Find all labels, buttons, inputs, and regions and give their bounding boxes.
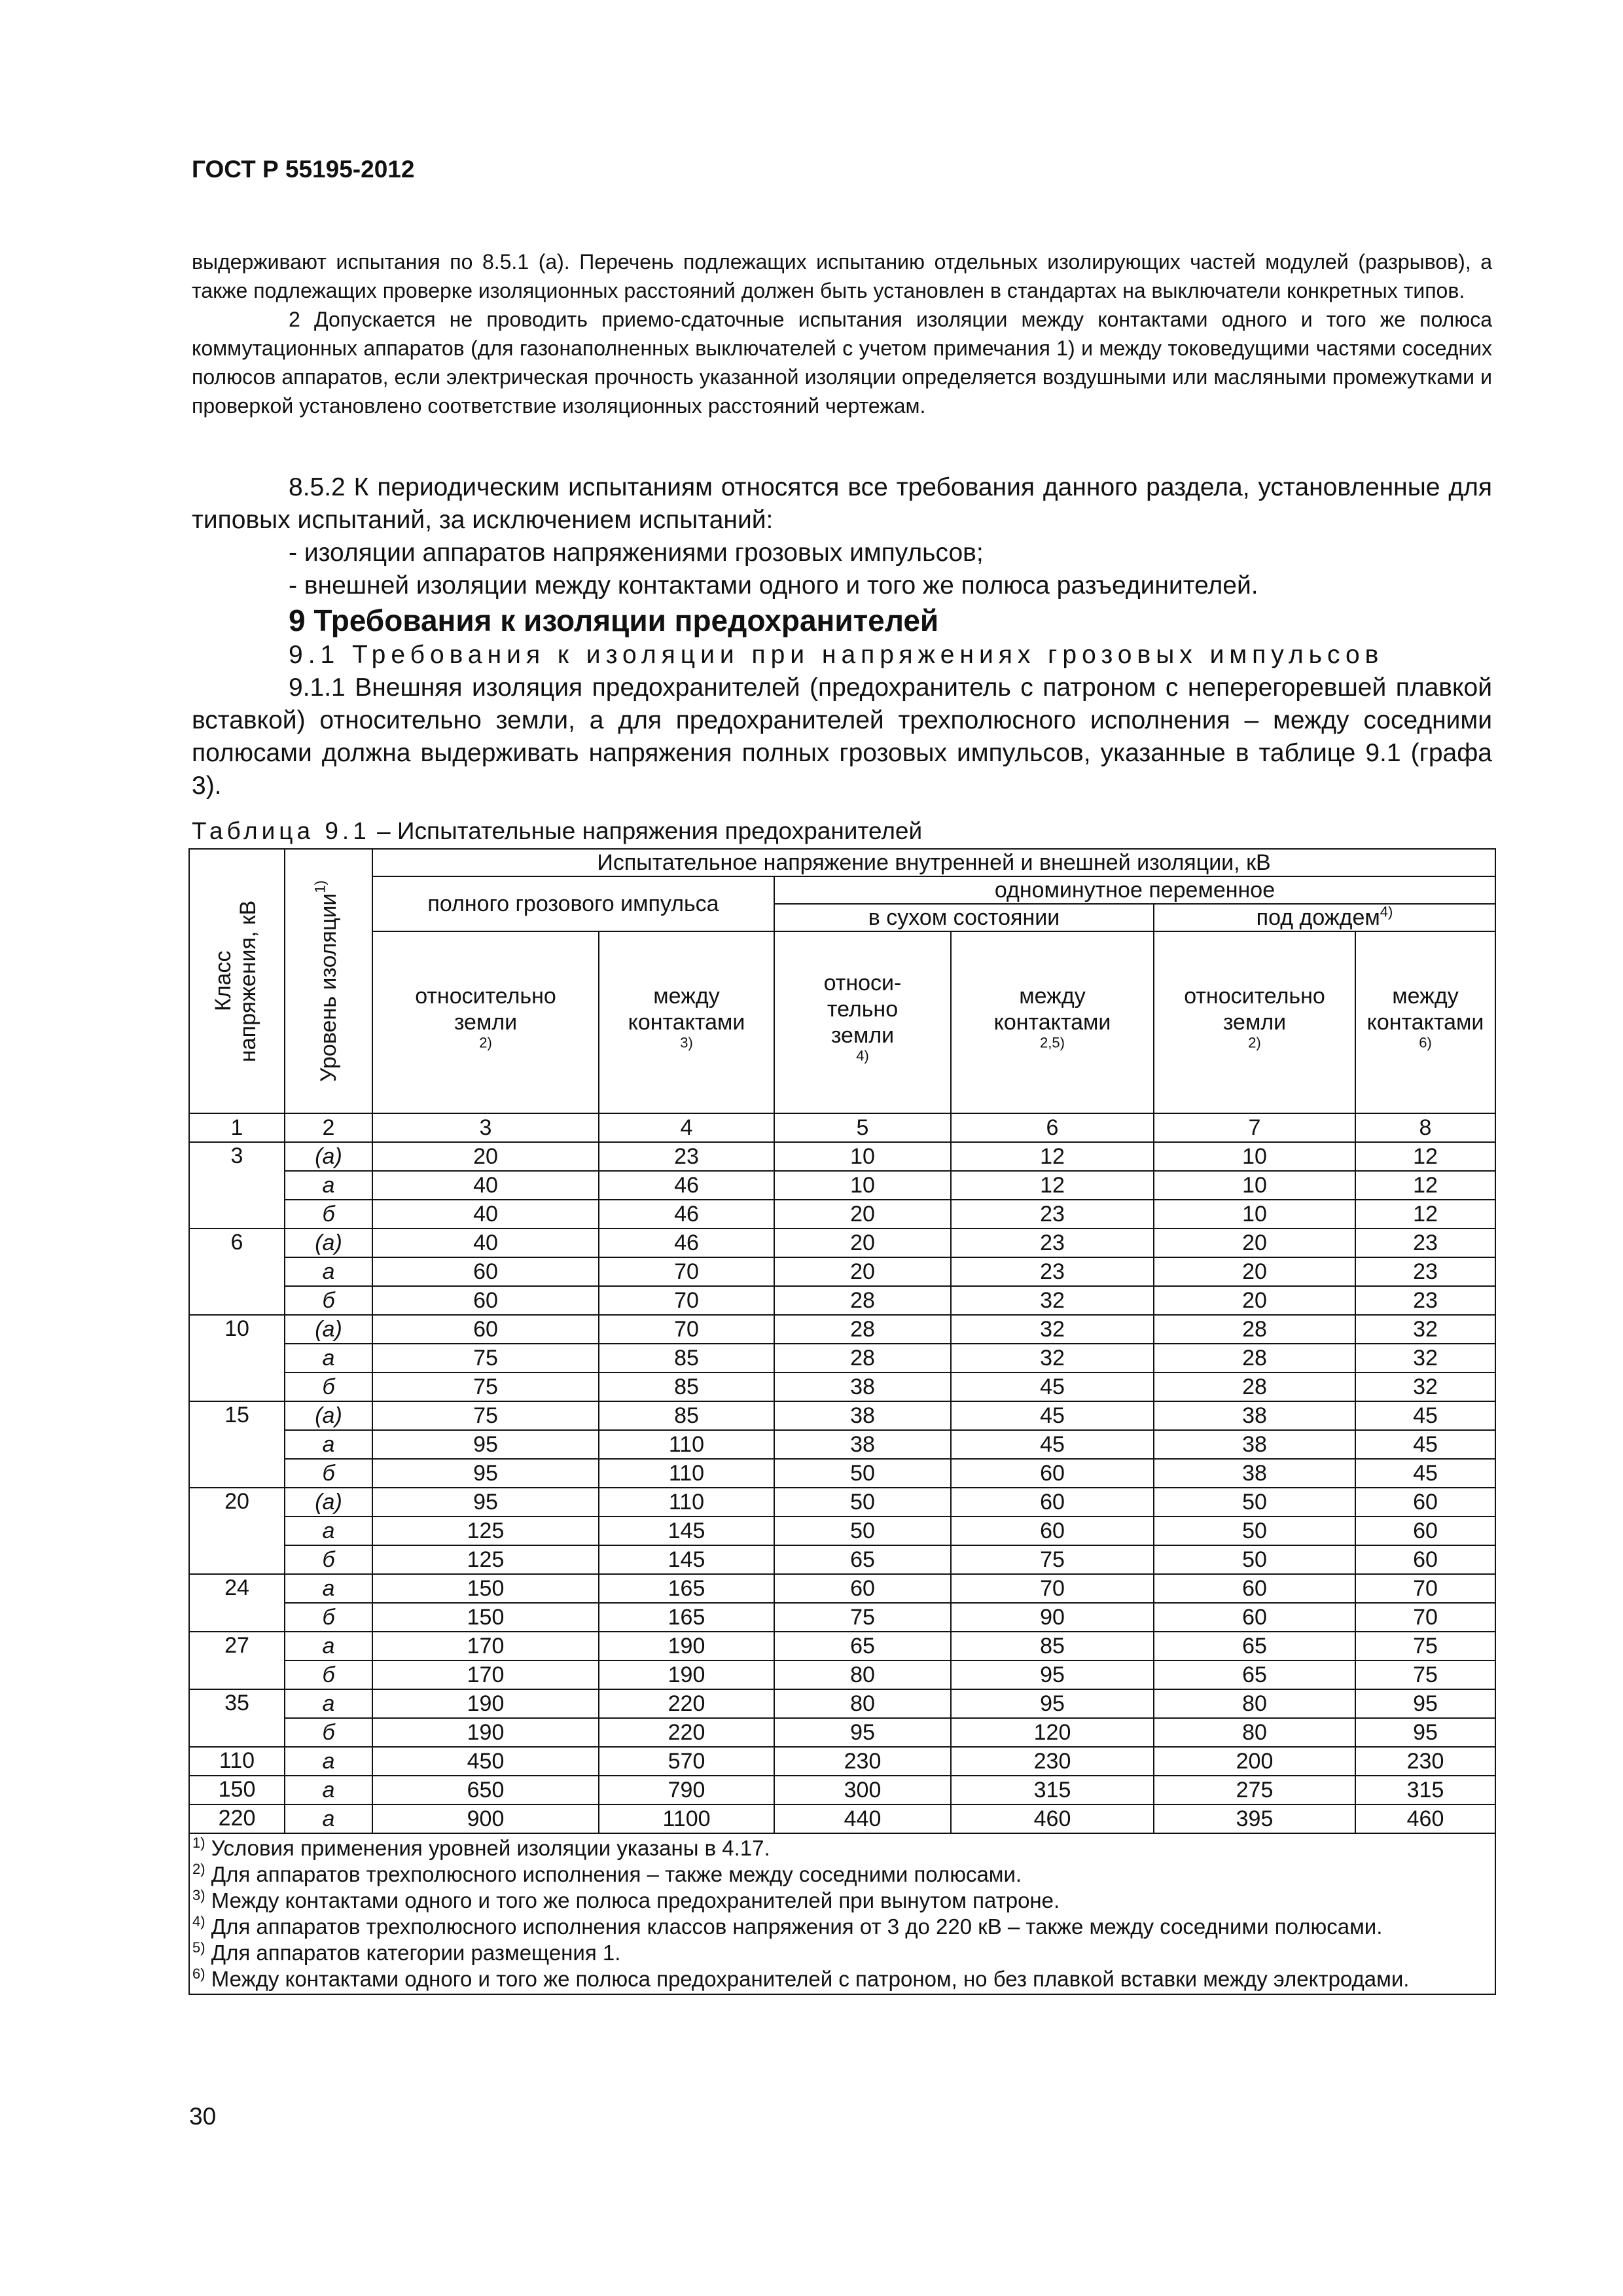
- table-row: [189, 1459, 1495, 1488]
- footnote-text: Для аппаратов трехполюсного исполнения классов напряжения от 3 до 220 кВ – также между соседними полюсами.: [205, 1914, 1383, 1939]
- table-row: [189, 1689, 1495, 1718]
- insulation-level-cell: (а): [285, 1315, 372, 1344]
- footnote-marker: 1): [192, 1835, 205, 1851]
- voltage-class-cell: [189, 1459, 285, 1488]
- value-cell: 60: [1355, 1488, 1495, 1516]
- value-cell: 10: [774, 1171, 951, 1200]
- value-cell: 38: [774, 1430, 951, 1459]
- insulation-level-cell: (а): [285, 1488, 372, 1516]
- header-test-voltage: Испытательное напряжение внутренней и внешней изоляции, кВ: [372, 849, 1495, 876]
- voltage-class-cell: 35: [189, 1689, 285, 1718]
- value-cell: 28: [774, 1315, 951, 1344]
- value-cell: 23: [599, 1142, 774, 1171]
- main-text-block: [192, 471, 1492, 802]
- voltage-class-cell: [189, 1344, 285, 1372]
- value-cell: 95: [1355, 1689, 1495, 1718]
- value-cell: 10: [1154, 1171, 1355, 1200]
- value-cell: 20: [774, 1229, 951, 1257]
- footnote-text: Условия применения уровней изоляции указаны в 4.17.: [205, 1836, 770, 1860]
- value-cell: 75: [1355, 1660, 1495, 1689]
- table-row: [189, 1545, 1495, 1574]
- value-cell: 40: [372, 1200, 599, 1229]
- column-number: 2: [285, 1113, 372, 1142]
- insulation-level-cell: б: [285, 1286, 372, 1315]
- value-cell: 70: [599, 1257, 774, 1286]
- voltage-class-cell: [189, 1430, 285, 1459]
- value-cell: 95: [372, 1459, 599, 1488]
- value-cell: 40: [372, 1229, 599, 1257]
- value-cell: 110: [599, 1459, 774, 1488]
- table-row: [189, 1401, 1495, 1430]
- footnote: [192, 1835, 1492, 1861]
- value-cell: 75: [372, 1401, 599, 1430]
- insulation-level-cell: б: [285, 1718, 372, 1747]
- value-cell: 460: [1355, 1804, 1495, 1833]
- value-cell: 440: [774, 1804, 951, 1833]
- value-cell: 40: [372, 1171, 599, 1200]
- value-cell: 32: [1355, 1344, 1495, 1372]
- value-cell: 300: [774, 1776, 951, 1804]
- header-col4: между контактами $^{3)}$: [599, 931, 774, 1113]
- footnote-text: Для аппаратов трехполюсного исполнения – также между соседними полюсами.: [205, 1862, 1022, 1886]
- insulation-level-cell: (а): [285, 1401, 372, 1430]
- value-cell: 315: [951, 1776, 1154, 1804]
- value-cell: 790: [599, 1776, 774, 1804]
- header-col7: относительно земли $^{2)}$: [1154, 931, 1355, 1113]
- value-cell: 190: [372, 1718, 599, 1747]
- value-cell: 60: [1154, 1603, 1355, 1632]
- voltage-class-cell: [189, 1516, 285, 1545]
- value-cell: 60: [372, 1315, 599, 1344]
- header-one-minute-ac: одноминутное переменное: [774, 876, 1495, 904]
- value-cell: 70: [599, 1286, 774, 1315]
- value-cell: 60: [1355, 1545, 1495, 1574]
- value-cell: 150: [372, 1603, 599, 1632]
- value-cell: 95: [372, 1488, 599, 1516]
- value-cell: 50: [1154, 1516, 1355, 1545]
- header-dry: в сухом состоянии: [774, 904, 1154, 931]
- voltage-class-cell: 3: [189, 1142, 285, 1171]
- table-row: [189, 1488, 1495, 1516]
- value-cell: 65: [774, 1545, 951, 1574]
- value-cell: 80: [774, 1689, 951, 1718]
- value-cell: 23: [1355, 1286, 1495, 1315]
- value-cell: 80: [1154, 1689, 1355, 1718]
- table-row: [189, 1200, 1495, 1229]
- header-col8: между контактами $^{6)}$: [1355, 931, 1495, 1113]
- value-cell: 50: [1154, 1488, 1355, 1516]
- voltage-class-cell: [189, 1286, 285, 1315]
- table-row: [189, 1516, 1495, 1545]
- voltage-class-cell: 10: [189, 1315, 285, 1344]
- value-cell: 60: [774, 1574, 951, 1603]
- table-row: [189, 1229, 1495, 1257]
- footnote: [192, 1940, 1492, 1966]
- value-cell: 110: [599, 1430, 774, 1459]
- value-cell: 46: [599, 1171, 774, 1200]
- value-cell: 28: [1154, 1344, 1355, 1372]
- footnote-marker: 5): [192, 1939, 205, 1956]
- value-cell: 20: [774, 1200, 951, 1229]
- value-cell: 230: [774, 1747, 951, 1776]
- value-cell: 10: [774, 1142, 951, 1171]
- insulation-level-cell: а: [285, 1632, 372, 1660]
- voltage-class-cell: 24: [189, 1574, 285, 1603]
- table-row: [189, 1603, 1495, 1632]
- value-cell: 80: [1154, 1718, 1355, 1747]
- value-cell: 12: [951, 1171, 1154, 1200]
- value-cell: 60: [951, 1459, 1154, 1488]
- insulation-level-cell: а: [285, 1257, 372, 1286]
- value-cell: 460: [951, 1804, 1154, 1833]
- value-cell: 38: [774, 1372, 951, 1401]
- value-cell: 20: [372, 1142, 599, 1171]
- intro-text-block: [192, 247, 1492, 420]
- insulation-level-cell: а: [285, 1747, 372, 1776]
- value-cell: 95: [951, 1660, 1154, 1689]
- footnote: [192, 1888, 1492, 1914]
- value-cell: 45: [951, 1430, 1154, 1459]
- value-cell: 28: [1154, 1315, 1355, 1344]
- table-row: [189, 1660, 1495, 1689]
- value-cell: 85: [951, 1632, 1154, 1660]
- table-row: [189, 1747, 1495, 1776]
- table-row: [189, 1718, 1495, 1747]
- value-cell: 23: [1355, 1257, 1495, 1286]
- voltage-class-cell: [189, 1200, 285, 1229]
- value-cell: 45: [951, 1401, 1154, 1430]
- value-cell: 65: [774, 1632, 951, 1660]
- voltage-class-cell: [189, 1257, 285, 1286]
- value-cell: 170: [372, 1632, 599, 1660]
- value-cell: 120: [951, 1718, 1154, 1747]
- voltage-class-cell: [189, 1660, 285, 1689]
- value-cell: 75: [774, 1603, 951, 1632]
- value-cell: 170: [372, 1660, 599, 1689]
- value-cell: 95: [774, 1718, 951, 1747]
- value-cell: 190: [372, 1689, 599, 1718]
- test-voltage-table: [188, 848, 1496, 1995]
- value-cell: 650: [372, 1776, 599, 1804]
- voltage-class-cell: 15: [189, 1401, 285, 1430]
- value-cell: 450: [372, 1747, 599, 1776]
- value-cell: 230: [951, 1747, 1154, 1776]
- insulation-level-cell: б: [285, 1372, 372, 1401]
- value-cell: 70: [951, 1574, 1154, 1603]
- voltage-class-cell: 20: [189, 1488, 285, 1516]
- voltage-class-cell: [189, 1718, 285, 1747]
- insulation-level-cell: б: [285, 1603, 372, 1632]
- value-cell: 75: [1355, 1632, 1495, 1660]
- value-cell: 20: [1154, 1229, 1355, 1257]
- column-number: 8: [1355, 1113, 1495, 1142]
- value-cell: 220: [599, 1718, 774, 1747]
- value-cell: 12: [951, 1142, 1154, 1171]
- value-cell: 190: [599, 1660, 774, 1689]
- value-cell: 60: [372, 1286, 599, 1315]
- paragraph-9-1-1: 9.1.1 Внешняя изоляция предохранителей (предохранитель с патроном с неперегоревшей плавкой вставкой) относительно земли, а для предохранителей трехполюсного исполнения – между соседними полюсами должна выдерживать напряжения полных грозовых импульсов, указанные в таблице 9.1 (графа 3).: [192, 673, 1492, 800]
- value-cell: 28: [774, 1344, 951, 1372]
- voltage-class-cell: 6: [189, 1229, 285, 1257]
- column-number-row: [189, 1113, 1495, 1142]
- value-cell: 75: [372, 1372, 599, 1401]
- value-cell: 28: [774, 1286, 951, 1315]
- footnote-text: Между контактами одного и того же полюса предохранителей с патроном, но без плавкой вставки между электродами.: [205, 1967, 1410, 1991]
- header-rain: под дождем$^{4)}$: [1154, 904, 1495, 931]
- footnote-marker: 3): [192, 1887, 205, 1903]
- paragraph-continuation: выдерживают испытания по 8.5.1 (а). Перечень подлежащих испытанию отдельных изолирующих частей модулей (разрывов), а также подлежащих проверке изоляционных расстояний должен быть установлен в стандартах на выключатели конкретных типов.: [192, 250, 1492, 302]
- value-cell: 12: [1355, 1171, 1495, 1200]
- column-number: 1: [189, 1113, 285, 1142]
- value-cell: 45: [1355, 1401, 1495, 1430]
- table-row: [189, 1142, 1495, 1171]
- footnote-marker: 4): [192, 1913, 205, 1929]
- subsection-title: 9.1 Требования к изоляции при напряжениях грозовых импульсов: [289, 641, 1384, 669]
- header-col5: относи-тельно земли $^{4)}$: [774, 931, 951, 1113]
- value-cell: 32: [1355, 1372, 1495, 1401]
- table-row: [189, 1430, 1495, 1459]
- value-cell: 95: [1355, 1718, 1495, 1747]
- value-cell: 570: [599, 1747, 774, 1776]
- value-cell: 75: [372, 1344, 599, 1372]
- paragraph-note-2: 2 Допускается не проводить приемо-сдаточные испытания изоляции между контактами одного и того же полюса коммутационных аппаратов (для газонаполненных выключателей с учетом примечания 1) и между токоведущими частями соседних полюсов аппаратов, если электрическая прочность указанной изоляции определяется воздушными или масляными промежутками и проверкой установлено соответствие изоляционных расстояний чертежам.: [192, 308, 1492, 418]
- table-row: [189, 1776, 1495, 1804]
- insulation-level-cell: б: [285, 1660, 372, 1689]
- value-cell: 275: [1154, 1776, 1355, 1804]
- column-number: 7: [1154, 1113, 1355, 1142]
- header-full-impulse: полного грозового импульса: [372, 876, 774, 931]
- table-row: [189, 1804, 1495, 1833]
- footnote-marker: 6): [192, 1965, 205, 1982]
- paragraph-8-5-2: 8.5.2 К периодическим испытаниям относятся все требования данного раздела, установленные для типовых испытаний, за исключением испытаний:: [192, 473, 1492, 534]
- insulation-level-cell: а: [285, 1574, 372, 1603]
- section-title: 9 Требования к изоляции предохранителей: [289, 603, 939, 637]
- value-cell: 32: [951, 1286, 1154, 1315]
- value-cell: 60: [1355, 1516, 1495, 1545]
- value-cell: 70: [1355, 1603, 1495, 1632]
- value-cell: 110: [599, 1488, 774, 1516]
- insulation-level-cell: б: [285, 1200, 372, 1229]
- value-cell: 45: [951, 1372, 1154, 1401]
- table-footnotes: [189, 1833, 1495, 1994]
- value-cell: 65: [1154, 1632, 1355, 1660]
- value-cell: 60: [951, 1488, 1154, 1516]
- value-cell: 190: [599, 1632, 774, 1660]
- value-cell: 38: [1154, 1401, 1355, 1430]
- value-cell: 12: [1355, 1200, 1495, 1229]
- value-cell: 165: [599, 1574, 774, 1603]
- value-cell: 50: [774, 1488, 951, 1516]
- value-cell: 900: [372, 1804, 599, 1833]
- table-row: [189, 1372, 1495, 1401]
- footnote: [192, 1966, 1492, 1992]
- value-cell: 28: [1154, 1372, 1355, 1401]
- value-cell: 20: [774, 1257, 951, 1286]
- table-row: [189, 1286, 1495, 1315]
- insulation-level-cell: а: [285, 1804, 372, 1833]
- insulation-level-cell: (а): [285, 1229, 372, 1257]
- voltage-class-cell: [189, 1171, 285, 1200]
- value-cell: 85: [599, 1372, 774, 1401]
- value-cell: 95: [372, 1430, 599, 1459]
- value-cell: 46: [599, 1229, 774, 1257]
- value-cell: 38: [774, 1401, 951, 1430]
- value-cell: 46: [599, 1200, 774, 1229]
- insulation-level-cell: а: [285, 1344, 372, 1372]
- insulation-level-cell: а: [285, 1776, 372, 1804]
- insulation-level-cell: а: [285, 1516, 372, 1545]
- table-row: [189, 1257, 1495, 1286]
- table-row: [189, 1171, 1495, 1200]
- value-cell: 80: [774, 1660, 951, 1689]
- value-cell: 32: [951, 1344, 1154, 1372]
- value-cell: 150: [372, 1574, 599, 1603]
- value-cell: 75: [951, 1545, 1154, 1574]
- footnote-text: Для аппаратов категории размещения 1.: [205, 1941, 621, 1965]
- value-cell: 38: [1154, 1459, 1355, 1488]
- value-cell: 165: [599, 1603, 774, 1632]
- value-cell: 45: [1355, 1430, 1495, 1459]
- value-cell: 23: [951, 1257, 1154, 1286]
- insulation-level-cell: а: [285, 1689, 372, 1718]
- footnote: [192, 1861, 1492, 1888]
- value-cell: 23: [1355, 1229, 1495, 1257]
- value-cell: 125: [372, 1516, 599, 1545]
- column-number: 4: [599, 1113, 774, 1142]
- value-cell: 50: [774, 1516, 951, 1545]
- value-cell: 125: [372, 1545, 599, 1574]
- value-cell: 70: [1355, 1574, 1495, 1603]
- insulation-level-cell: б: [285, 1459, 372, 1488]
- value-cell: 60: [951, 1516, 1154, 1545]
- value-cell: 23: [951, 1229, 1154, 1257]
- value-cell: 32: [951, 1315, 1154, 1344]
- value-cell: 145: [599, 1516, 774, 1545]
- insulation-level-cell: (а): [285, 1142, 372, 1171]
- header-insulation-level-text: Уровень изоляции$^{1)}$: [312, 880, 341, 1083]
- footnote-text: Между контактами одного и того же полюса предохранителей при вынутом патроне.: [205, 1888, 1060, 1912]
- value-cell: 10: [1154, 1142, 1355, 1171]
- footnote-marker: 2): [192, 1861, 205, 1877]
- value-cell: 50: [774, 1459, 951, 1488]
- value-cell: 1100: [599, 1804, 774, 1833]
- value-cell: 85: [599, 1344, 774, 1372]
- dash-item-1: - изоляции аппаратов напряжениями грозовых импульсов;: [289, 539, 984, 567]
- table-row: [189, 1632, 1495, 1660]
- value-cell: 220: [599, 1689, 774, 1718]
- document-code-header: ГОСТ Р 55195-2012: [192, 156, 415, 183]
- header-col3: относительно земли $^{2)}$: [372, 931, 599, 1113]
- table-row: [189, 1574, 1495, 1603]
- value-cell: 65: [1154, 1660, 1355, 1689]
- value-cell: 70: [599, 1315, 774, 1344]
- table-caption-text: – Испытательные напряжения предохранителей: [370, 817, 923, 844]
- value-cell: 60: [372, 1257, 599, 1286]
- voltage-class-cell: 110: [189, 1747, 285, 1776]
- footnote: [192, 1914, 1492, 1940]
- table-container: [188, 848, 1495, 1995]
- table-caption-label: Таблица 9.1: [192, 817, 370, 844]
- value-cell: 85: [599, 1401, 774, 1430]
- table-row: [189, 1315, 1495, 1344]
- value-cell: 50: [1154, 1545, 1355, 1574]
- column-number: 3: [372, 1113, 599, 1142]
- value-cell: 200: [1154, 1747, 1355, 1776]
- value-cell: 60: [1154, 1574, 1355, 1603]
- table-body: [189, 1142, 1495, 1833]
- table-caption: [192, 817, 922, 846]
- value-cell: 32: [1355, 1315, 1495, 1344]
- value-cell: 90: [951, 1603, 1154, 1632]
- voltage-class-cell: [189, 1372, 285, 1401]
- page-number: 30: [189, 2103, 217, 2130]
- value-cell: 20: [1154, 1257, 1355, 1286]
- header-voltage-class: [189, 849, 285, 1113]
- header-col6: между контактами $^{2,5)}$: [951, 931, 1154, 1113]
- voltage-class-cell: [189, 1603, 285, 1632]
- value-cell: 45: [1355, 1459, 1495, 1488]
- value-cell: 10: [1154, 1200, 1355, 1229]
- value-cell: 12: [1355, 1142, 1495, 1171]
- value-cell: 315: [1355, 1776, 1495, 1804]
- column-number: 5: [774, 1113, 951, 1142]
- column-number: 6: [951, 1113, 1154, 1142]
- value-cell: 38: [1154, 1430, 1355, 1459]
- value-cell: 145: [599, 1545, 774, 1574]
- voltage-class-cell: 220: [189, 1804, 285, 1833]
- table-row: [189, 1344, 1495, 1372]
- value-cell: 20: [1154, 1286, 1355, 1315]
- header-voltage-class-text: Класс напряжения, кВ: [211, 900, 260, 1062]
- value-cell: 23: [951, 1200, 1154, 1229]
- value-cell: 230: [1355, 1747, 1495, 1776]
- insulation-level-cell: а: [285, 1171, 372, 1200]
- header-insulation-level: [285, 849, 372, 1113]
- value-cell: 95: [951, 1689, 1154, 1718]
- dash-item-2: - внешней изоляции между контактами одного и того же полюса разъединителей.: [289, 571, 1258, 600]
- voltage-class-cell: 27: [189, 1632, 285, 1660]
- voltage-class-cell: 150: [189, 1776, 285, 1804]
- voltage-class-cell: [189, 1545, 285, 1574]
- insulation-level-cell: б: [285, 1545, 372, 1574]
- insulation-level-cell: а: [285, 1430, 372, 1459]
- value-cell: 395: [1154, 1804, 1355, 1833]
